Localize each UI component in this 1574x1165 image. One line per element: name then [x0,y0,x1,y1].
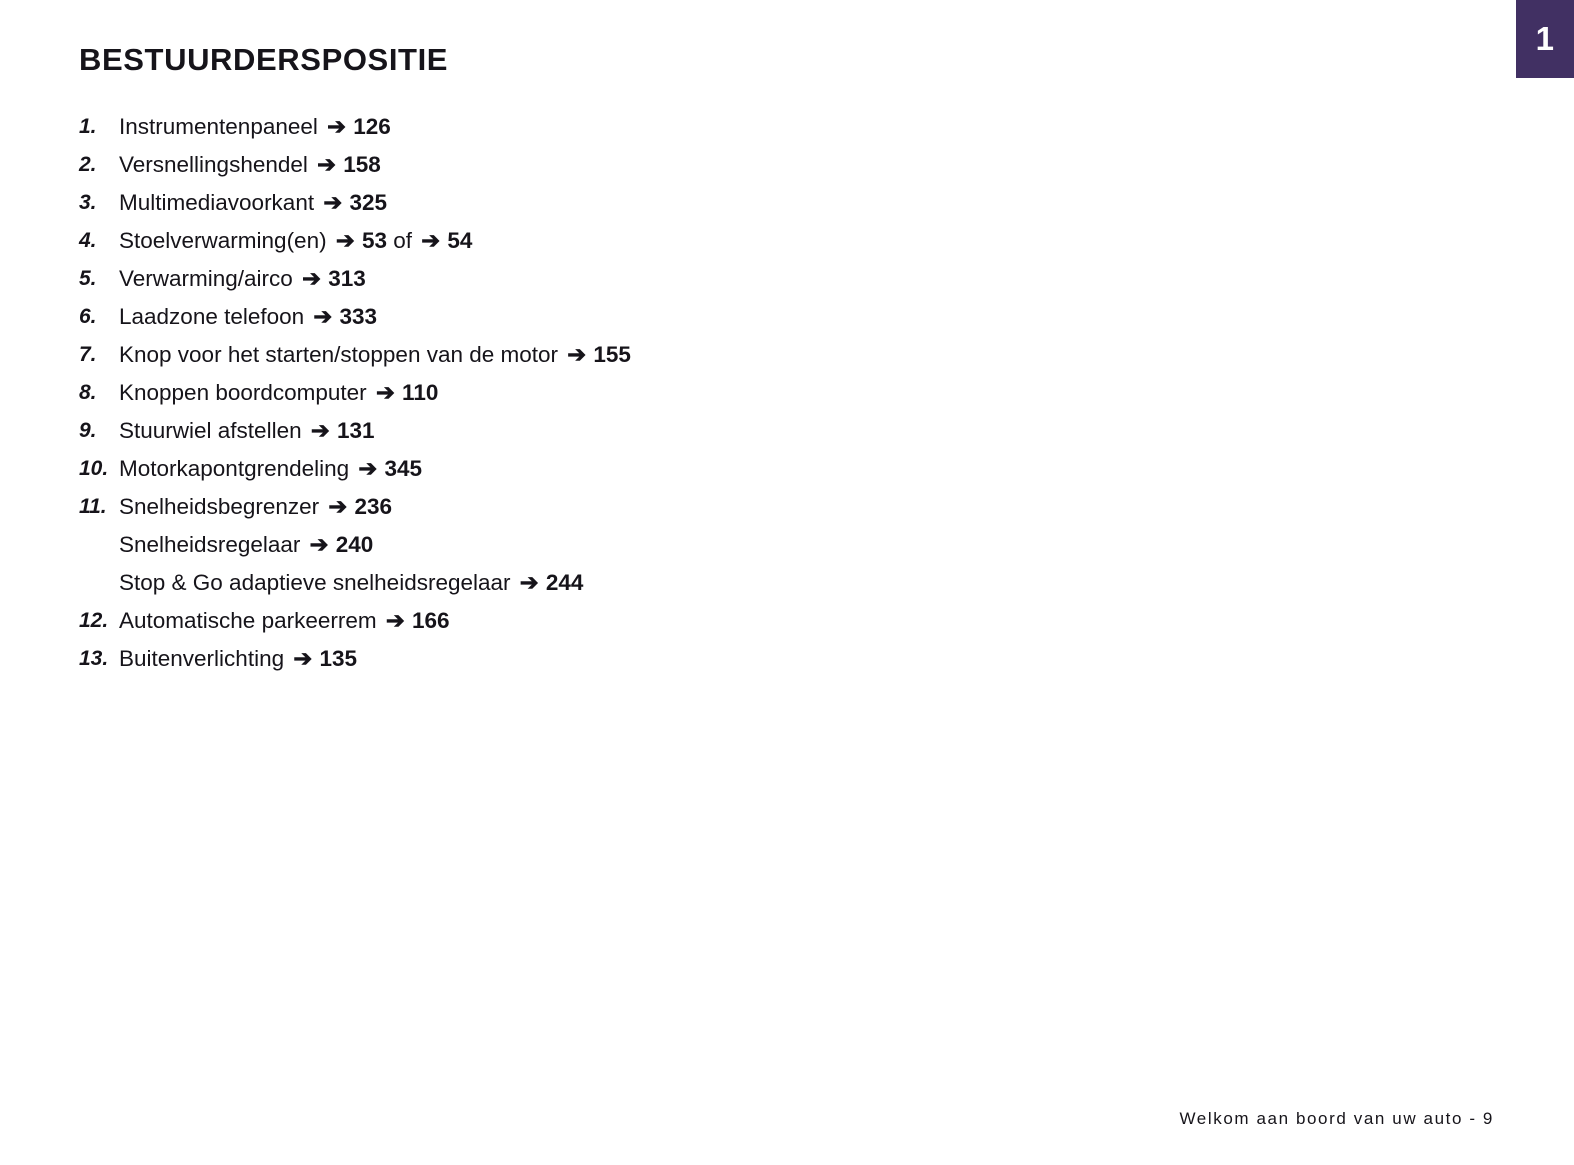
list-item-line [119,640,1494,678]
page-reference-arrow-icon: ➔ [379,608,411,633]
list-item-body [119,374,1494,412]
list-item-number: 13. [79,647,109,670]
page-reference-arrow-icon: ➔ [322,494,354,519]
page-content [79,42,1494,678]
list-item-body [119,450,1494,488]
page-reference-arrow-icon: ➔ [295,266,328,291]
page-reference-number[interactable]: 345 [384,456,423,481]
page-reference-number[interactable]: 131 [336,418,375,443]
list-item-line [119,412,1494,450]
list-item-number: 9. [79,419,97,442]
list-item-label: Instrumentenpaneel [119,114,318,139]
page-reference-number[interactable]: 240 [335,532,374,557]
list-item [79,450,1494,488]
page-reference-number[interactable]: 313 [328,266,366,291]
list-item [79,222,1494,260]
list-item-label: Versnellingshendel [119,152,308,177]
list-item-line [119,488,1494,526]
list-item-number: 11. [79,495,107,518]
list-item-label: Laadzone telefoon [119,304,305,329]
page-reference-number[interactable]: 333 [339,304,378,329]
page-reference-number[interactable]: 54 [447,228,473,253]
page-reference-number[interactable]: 135 [319,646,357,671]
list-item-label: Verwarming/airco [119,266,293,291]
list-item-number: 3. [79,191,97,214]
list-item-number: 4. [79,229,97,252]
list-item-line [119,564,1494,602]
page-reference-arrow-icon: ➔ [303,532,335,557]
page-reference-arrow-icon: ➔ [287,646,319,671]
list-item [79,374,1494,412]
list-item [79,108,1494,146]
page-reference-arrow-icon: ➔ [307,304,339,329]
list-item-line [119,108,1494,146]
page-reference-arrow-icon: ➔ [317,190,349,215]
list-item-line [119,146,1494,184]
list-item-number: 2. [79,153,97,176]
list-item-number: 5. [79,267,97,290]
list-item-body [119,184,1494,222]
list-item [79,260,1494,298]
page-reference-number[interactable]: 126 [353,114,391,139]
list-item-number: 10. [79,457,109,480]
list-item-label: Stuurwiel afstellen [119,418,302,443]
list-item-body [119,602,1494,640]
page-reference-number[interactable]: 236 [354,494,393,519]
list-item-label: Knoppen boordcomputer [119,380,367,405]
list-item-line [119,298,1494,336]
list-item [79,640,1494,678]
list-item-line [119,450,1494,488]
list-item [79,336,1494,374]
page-reference-arrow-icon: ➔ [513,570,545,595]
list-item-line [119,374,1494,412]
page-reference-number[interactable]: 158 [343,152,381,177]
list-item-label: Automatische parkeerrem [119,608,377,633]
list-item [79,488,1494,602]
list-item-number: 12. [79,609,109,632]
list-item [79,412,1494,450]
list-item-line [119,260,1494,298]
list-item-label: Multimediavoorkant [119,190,315,215]
page-reference-arrow-icon: ➔ [320,114,353,139]
list-item-label: Snelheidsregelaar [119,532,301,557]
list-item-label: Knop voor het starten/stoppen van de motor [119,342,559,367]
page-reference-arrow-icon: ➔ [415,228,447,253]
page-reference-arrow-icon: ➔ [561,342,593,367]
list-item-label: Stoelverwarming(en) [119,228,327,253]
page-reference-number[interactable]: 244 [545,570,584,595]
list-item-label: Stop & Go adaptieve snelheidsregelaar [119,570,511,595]
callout-list [79,108,1494,678]
chapter-number: 1 [1535,20,1555,57]
page-title: BESTUURDERSPOSITIE [79,42,449,77]
list-item [79,146,1494,184]
list-item-body [119,298,1494,336]
list-item-line [119,184,1494,222]
page-reference-number[interactable]: 325 [349,190,387,215]
list-item-body [119,222,1494,260]
list-item-body [119,412,1494,450]
list-item-label: Motorkapontgrendeling [119,456,350,481]
list-item [79,602,1494,640]
list-item-label: Snelheidsbegrenzer [119,494,320,519]
list-item-line [119,336,1494,374]
chapter-tab [1516,0,1574,78]
list-item-number: 6. [79,305,97,328]
list-item-body [119,640,1494,678]
page-reference-number[interactable]: 53 [361,228,387,253]
page-footer: Welkom aan boord van uw auto - 9 [1179,1109,1494,1128]
list-item-number: 1. [79,115,97,138]
list-item-line [119,222,1494,260]
page-reference-arrow-icon: ➔ [304,418,336,443]
list-item-body [119,260,1494,298]
page-reference-conjunction: of [393,228,412,253]
page-reference-arrow-icon: ➔ [329,228,361,253]
page-reference-arrow-icon: ➔ [310,152,343,177]
list-item-body [119,146,1494,184]
page-reference-number[interactable]: 155 [593,342,631,367]
list-item-number: 7. [79,343,97,366]
page-reference-number[interactable]: 166 [411,608,450,633]
page-reference-number[interactable]: 110 [402,380,439,405]
list-item [79,184,1494,222]
list-item-body [119,336,1494,374]
list-item-body [119,488,1494,602]
list-item-line [119,526,1494,564]
list-item-line [119,602,1494,640]
list-item-label: Buitenverlichting [119,646,285,671]
list-item-body [119,108,1494,146]
list-item-number: 8. [79,381,97,404]
page-reference-arrow-icon: ➔ [352,456,384,481]
list-item [79,298,1494,336]
page-reference-arrow-icon: ➔ [369,380,402,405]
